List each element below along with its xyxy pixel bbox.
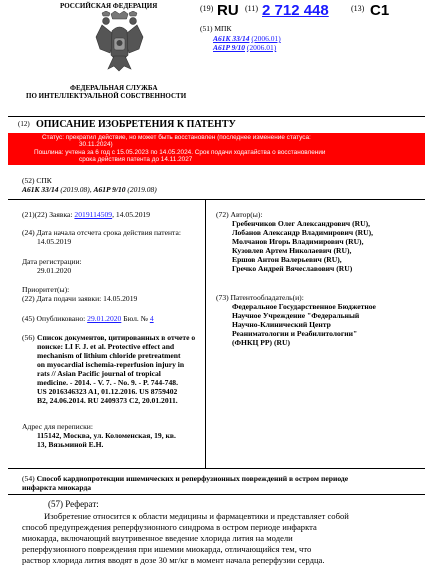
mpk-label: (51) МПК xyxy=(200,24,232,33)
docs-code: (56) xyxy=(22,333,35,342)
published-date-link[interactable]: 29.01.2020 xyxy=(87,314,122,323)
spk-label: (52) СПК xyxy=(22,176,52,185)
address-line: 115142, Москва, ул. Коломенская, 19, кв. xyxy=(37,431,176,440)
priority-label: Приоритет(ы): xyxy=(22,285,70,294)
owner-line: Федеральное Государственное Бюджетное xyxy=(232,302,376,311)
cited-line: on myocardial ischemia-reperfusion injury in xyxy=(37,360,185,369)
cited-line: US 2016346323 A1, 01.12.2016. US 8759402 xyxy=(37,387,178,396)
authors-list xyxy=(232,219,422,273)
fee-label: Пошлина: xyxy=(34,149,64,156)
status-box xyxy=(8,133,425,165)
author-item: Молчанов Игорь Владимирович (RU), xyxy=(232,237,364,246)
owner-line: Научное Учреждение "Федеральный xyxy=(232,311,360,320)
code-13: (13) xyxy=(351,4,365,13)
address-line: 13, Вязьминой Е.Н. xyxy=(37,440,104,449)
invention-title-1: Способ кардиопротекции ишемических и реперфузионных повреждений в остром периоде xyxy=(36,474,349,483)
authors-label: (72) Автор(ы): xyxy=(216,210,263,219)
priority-line: (22) Дата подачи заявки: 14.05.2019 xyxy=(22,294,138,303)
invention-title-2: инфаркта миокарда xyxy=(22,483,92,492)
patent-number-link[interactable]: 2 712 448 xyxy=(262,2,329,19)
fee-text: учтена за 6 год с 15.05.2023 по 14.05.2024. Срок подачи ходатайства о восстановлении xyxy=(65,149,326,156)
author-item: Ершов Антон Валерьевич (RU), xyxy=(232,255,342,264)
owner-line: Научно-Клинический Центр xyxy=(232,320,331,329)
registration-label: Дата регистрации: xyxy=(22,257,82,266)
author-item: Кузовлев Артем Николаевич (RU), xyxy=(232,246,352,255)
code-19: (19) xyxy=(200,4,214,13)
agency-line-1: ФЕДЕРАЛЬНАЯ СЛУЖБА xyxy=(70,84,158,92)
abstract-line: Изобретение относится к области медицины и фармацевтики и представляет собой xyxy=(44,511,349,521)
spk-2-date: (2019.08) xyxy=(127,185,157,194)
double-headed-eagle-emblem xyxy=(92,11,147,73)
kind-code: C1 xyxy=(370,2,390,19)
spk-1-date: (2019.08) xyxy=(60,185,90,194)
application-number-link[interactable]: 2019114509 xyxy=(74,210,113,219)
application-label: (21)(22) Заявка: xyxy=(22,210,73,219)
spk-values: A61K 33/14 (2019.08), A61P 9/10 (2019.08) xyxy=(22,185,157,194)
status-label: Статус: xyxy=(42,134,64,141)
address-label: Адрес для переписки: xyxy=(22,422,93,431)
country-code: RU xyxy=(217,2,239,19)
application-date: , 14.05.2019 xyxy=(112,210,151,219)
bulletin-number-link[interactable]: 4 xyxy=(149,314,154,323)
bulletin-label: Бюл. № xyxy=(123,314,148,323)
cited-line: поиске: LI F. J. et al. Protective effect and xyxy=(37,342,175,351)
registration-date: 29.01.2020 xyxy=(37,266,72,275)
owner-block xyxy=(232,302,422,347)
mpk-2-link[interactable]: A61P 9/10 xyxy=(213,43,246,52)
cited-line: medicine. - 2014. - V. 7. - No. 9. - P. 744-748. xyxy=(37,378,178,387)
status-text: прекратил действие, но может быть восстановлен (последнее изменение статуса: xyxy=(65,134,311,141)
mpk-1-date[interactable]: (2006.01) xyxy=(251,34,281,43)
cited-line: Список документов, цитированных в отчете о xyxy=(37,333,196,342)
author-item: Гребенчиков Олег Александрович (RU), xyxy=(232,219,371,228)
owner-label: (73) Патентообладатель(и): xyxy=(216,293,304,302)
invention-code: (54) xyxy=(22,474,35,483)
fee-text-2: срока действия патента до 14.11.2027 xyxy=(79,156,193,163)
published-label: (45) Опубликовано: xyxy=(22,314,86,323)
spk-2: A61P 9/10 xyxy=(93,185,126,194)
abstract-line: реперфузионного повреждения при ишемии миокарда, отличающийся тем, что xyxy=(22,544,312,554)
owner-line: Реаниматологии и Реабилитологии" xyxy=(232,329,358,338)
abstract-label: (57) Реферат: xyxy=(48,499,99,509)
cited-line: rats // Asian Pacific journal of tropical xyxy=(37,369,161,378)
status-text-2: 30.11.2024) xyxy=(79,141,113,148)
mpk-1-link[interactable]: A61K 33/14 xyxy=(213,34,250,43)
term-start-label: (24) Дата начала отсчета срока действия патента: xyxy=(22,228,181,237)
abstract-line: миокарда, включающий внутривенное введение хлорида лития на модели xyxy=(22,533,293,543)
spk-1: A61K 33/14 xyxy=(22,185,59,194)
country-name: РОССИЙСКАЯ ФЕДЕРАЦИЯ xyxy=(60,2,158,10)
term-start-date: 14.05.2019 xyxy=(37,237,72,246)
cited-line: B2, 24.06.2014. RU 2409373 C2, 20.01.2011. xyxy=(37,396,178,405)
cited-line: mechanism of lithium chloride pretreatment xyxy=(37,351,181,360)
abstract-line: раствор хлорида лития вводят в дозе 30 мг/кг в момент начала реперфузии сердца. xyxy=(22,555,325,565)
owner-line: (ФНКЦ РР) (RU) xyxy=(232,338,290,347)
abstract-text xyxy=(22,511,425,566)
cited-documents xyxy=(37,333,205,405)
code-12: (12) xyxy=(18,120,30,128)
author-item: Гречко Андрей Вячеславович (RU) xyxy=(232,264,353,273)
author-item: Лобанов Александр Владимирович (RU), xyxy=(232,228,374,237)
mpk-2-date[interactable]: (2006.01) xyxy=(246,43,277,52)
abstract-line: способ предупреждения реперфузионного синдрома в остром периоде инфаркта xyxy=(22,522,317,532)
address-block xyxy=(37,431,176,449)
agency-line-2: ПО ИНТЕЛЛЕКТУАЛЬНОЙ СОБСТВЕННОСТИ xyxy=(26,92,187,100)
code-11: (11) xyxy=(245,4,259,13)
document-title: ОПИСАНИЕ ИЗОБРЕТЕНИЯ К ПАТЕНТУ xyxy=(36,119,236,130)
